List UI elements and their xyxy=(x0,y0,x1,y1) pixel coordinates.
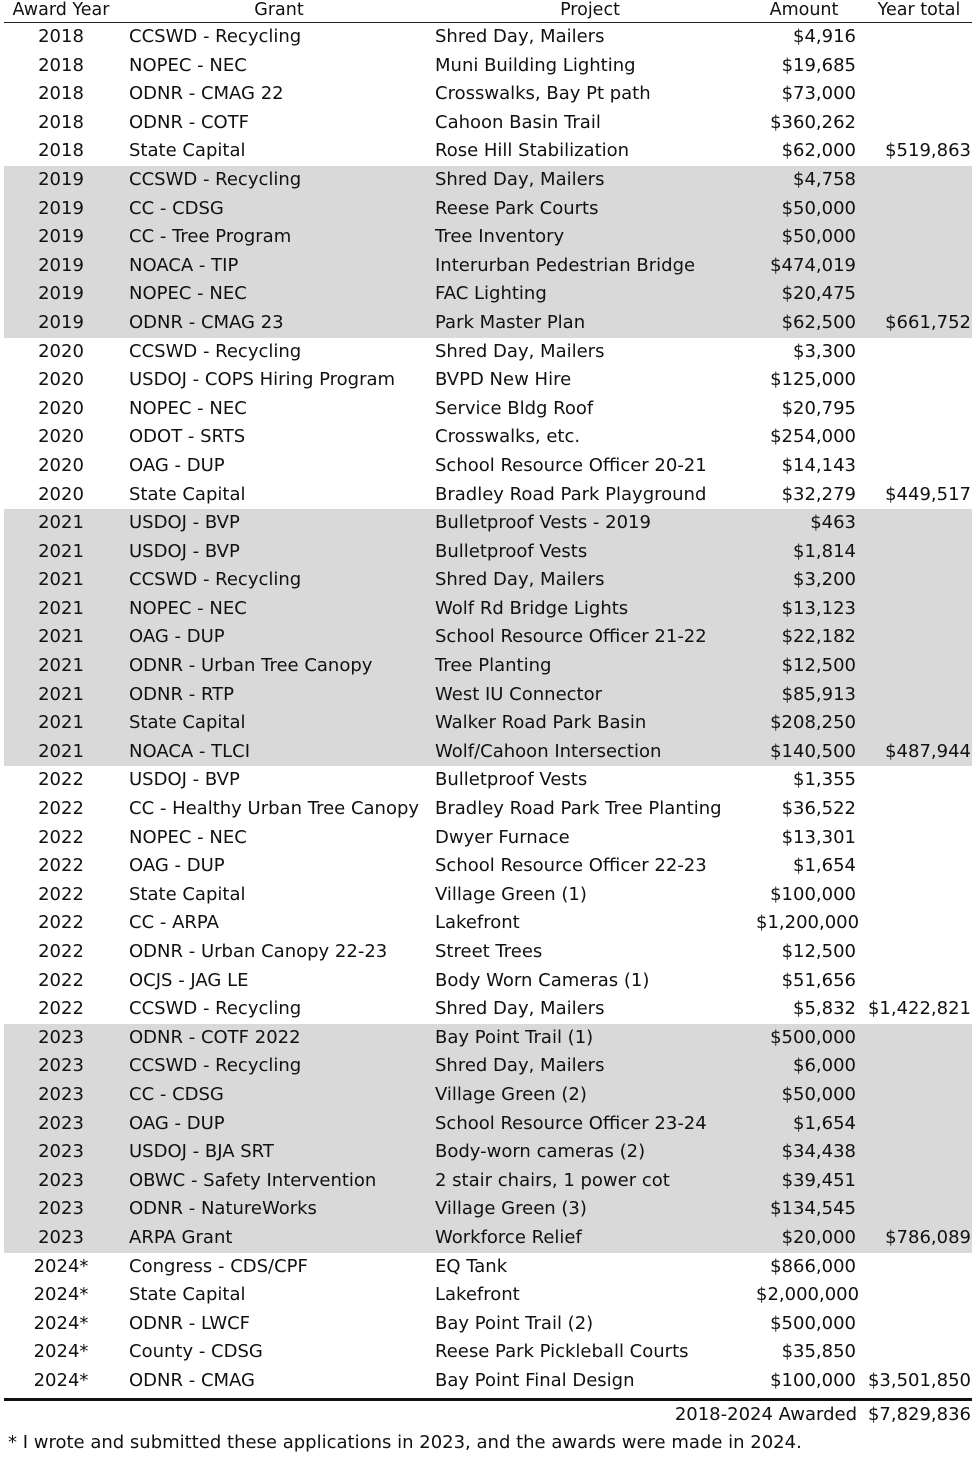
cell-project: Dwyer Furnace xyxy=(435,826,570,848)
cell-award-year: 2022 xyxy=(38,798,84,820)
cell-amount: $13,123 xyxy=(781,597,856,619)
cell-project: Shred Day, Mailers xyxy=(435,26,605,47)
table-row xyxy=(4,1052,972,1081)
cell-grant: ODNR - NatureWorks xyxy=(129,1198,317,1220)
cell-amount: $50,000 xyxy=(781,1083,856,1105)
table-row xyxy=(4,1195,972,1224)
cell-project: Reese Park Courts xyxy=(435,197,599,219)
cell-grant: OAG - DUP xyxy=(129,1112,225,1134)
cell-award-year: 2024* xyxy=(33,1341,89,1363)
table-row xyxy=(4,252,972,281)
table-row xyxy=(4,852,972,881)
cell-award-year: 2022 xyxy=(38,826,84,848)
cell-amount: $62,000 xyxy=(781,140,856,162)
cell-award-year: 2021 xyxy=(38,626,84,648)
cell-grant: USDOJ - BVP xyxy=(129,540,240,562)
cell-award-year: 2022 xyxy=(38,998,84,1020)
cell-year-total: $3,501,850 xyxy=(867,1369,971,1391)
cell-grant: OAG - DUP xyxy=(129,626,225,648)
cell-grant: CC - CDSG xyxy=(129,197,224,219)
table-row xyxy=(4,1224,972,1253)
table-row xyxy=(4,23,972,52)
cell-project: School Resource Officer 20-21 xyxy=(435,454,707,476)
cell-grant: OAG - DUP xyxy=(129,454,225,476)
cell-grant: State Capital xyxy=(129,1284,246,1306)
cell-grant: State Capital xyxy=(129,712,246,734)
cell-project: Shred Day, Mailers xyxy=(435,569,605,591)
cell-amount: $62,500 xyxy=(781,311,856,333)
cell-project: Muni Building Lighting xyxy=(435,54,636,76)
cell-amount: $39,451 xyxy=(781,1169,856,1191)
table-row xyxy=(4,738,972,767)
cell-amount: $20,475 xyxy=(781,283,856,305)
cell-grant: ODNR - Urban Canopy 22-23 xyxy=(129,941,388,962)
header-award-year: Award Year xyxy=(12,0,110,20)
cell-amount: $73,000 xyxy=(781,83,856,105)
cell-project: School Resource Officer 22-23 xyxy=(435,855,707,877)
cell-project: Shred Day, Mailers xyxy=(435,168,605,190)
cell-grant: NOPEC - NEC xyxy=(129,397,247,419)
cell-award-year: 2020 xyxy=(38,454,84,476)
cell-project: Walker Road Park Basin xyxy=(435,712,647,734)
cell-award-year: 2021 xyxy=(38,683,84,705)
cell-project: Shred Day, Mailers xyxy=(435,340,605,362)
table-row xyxy=(4,938,972,967)
cell-amount: $100,000 xyxy=(770,883,856,905)
grand-total-row xyxy=(4,1398,972,1430)
cell-year-total: $661,752 xyxy=(885,311,971,333)
cell-amount: $4,758 xyxy=(793,168,856,190)
cell-award-year: 2024* xyxy=(33,1312,89,1334)
table-row xyxy=(4,766,972,795)
table-row xyxy=(4,109,972,138)
cell-award-year: 2021 xyxy=(38,597,84,619)
cell-amount: $1,654 xyxy=(793,855,856,877)
table-row xyxy=(4,509,972,538)
table-row xyxy=(4,1253,972,1282)
cell-grant: ODNR - CMAG 23 xyxy=(129,311,284,333)
cell-amount: $254,000 xyxy=(770,426,856,448)
cell-amount: $1,814 xyxy=(793,540,856,562)
cell-award-year: 2021 xyxy=(38,540,84,562)
cell-project: Bulletproof Vests - 2019 xyxy=(435,512,651,534)
table-row xyxy=(4,681,972,710)
cell-project: Body-worn cameras (2) xyxy=(435,1141,646,1163)
cell-amount: $2,000,000 xyxy=(756,1284,860,1306)
cell-grant: ODNR - COTF xyxy=(129,111,250,133)
cell-project: School Resource Officer 23-24 xyxy=(435,1112,707,1134)
cell-grant: ODOT - SRTS xyxy=(129,426,246,448)
cell-project: Bulletproof Vests xyxy=(435,769,588,791)
cell-award-year: 2022 xyxy=(38,912,84,934)
cell-amount: $12,500 xyxy=(781,941,856,962)
cell-grant: State Capital xyxy=(129,483,246,505)
cell-award-year: 2023 xyxy=(38,1141,84,1163)
cell-grant: CCSWD - Recycling xyxy=(129,168,302,190)
cell-award-year: 2022 xyxy=(38,883,84,905)
cell-amount: $463 xyxy=(810,512,856,534)
cell-grant: County - CDSG xyxy=(129,1341,263,1363)
cell-project: Lakefront xyxy=(435,912,520,934)
cell-project: Reese Park Pickleball Courts xyxy=(435,1341,689,1363)
cell-grant: NOACA - TLCI xyxy=(129,740,251,762)
cell-grant: ODNR - CMAG 22 xyxy=(129,83,284,105)
table-row xyxy=(4,881,972,910)
cell-amount: $32,279 xyxy=(781,483,856,505)
table-row xyxy=(4,967,972,996)
cell-grant: CC - ARPA xyxy=(129,912,219,934)
cell-award-year: 2019 xyxy=(38,226,84,248)
cell-project: Crosswalks, etc. xyxy=(435,426,581,448)
cell-project: Rose Hill Stabilization xyxy=(435,140,630,162)
cell-amount: $1,200,000 xyxy=(756,912,860,934)
table-row xyxy=(4,1310,972,1339)
cell-grant: USDOJ - BVP xyxy=(129,512,240,534)
cell-grant: State Capital xyxy=(129,883,246,905)
cell-project: Tree Inventory xyxy=(435,226,565,248)
cell-amount: $20,795 xyxy=(781,397,856,419)
grand-total-value: $7,829,836 xyxy=(867,1403,971,1425)
cell-year-total: $786,089 xyxy=(885,1226,971,1248)
cell-project: Body Worn Cameras (1) xyxy=(435,969,650,991)
header-row xyxy=(4,0,972,23)
cell-project: Lakefront xyxy=(435,1284,520,1306)
header-amount: Amount xyxy=(769,0,839,20)
cell-project: Village Green (1) xyxy=(435,883,587,905)
cell-amount: $100,000 xyxy=(770,1369,856,1391)
cell-award-year: 2022 xyxy=(38,769,84,791)
table-row xyxy=(4,538,972,567)
cell-amount: $51,656 xyxy=(781,969,856,991)
cell-amount: $208,250 xyxy=(770,712,856,734)
cell-award-year: 2018 xyxy=(38,26,84,47)
cell-award-year: 2023 xyxy=(38,1169,84,1191)
cell-amount: $50,000 xyxy=(781,197,856,219)
cell-amount: $3,200 xyxy=(793,569,856,591)
cell-amount: $125,000 xyxy=(770,369,856,391)
cell-project: Crosswalks, Bay Pt path xyxy=(435,83,651,105)
header-year-total: Year total xyxy=(877,0,961,20)
cell-grant: ODNR - LWCF xyxy=(129,1312,251,1334)
table-row xyxy=(4,423,972,452)
table-row xyxy=(4,280,972,309)
cell-grant: NOPEC - NEC xyxy=(129,283,247,305)
table-row xyxy=(4,1281,972,1310)
cell-project: Bay Point Trail (2) xyxy=(435,1312,594,1334)
cell-award-year: 2023 xyxy=(38,1112,84,1134)
cell-award-year: 2022 xyxy=(38,855,84,877)
cell-project: Interurban Pedestrian Bridge xyxy=(435,254,696,276)
cell-project: EQ Tank xyxy=(435,1255,508,1277)
cell-year-total: $487,944 xyxy=(885,740,971,762)
cell-project: Workforce Relief xyxy=(435,1226,582,1248)
cell-amount: $1,654 xyxy=(793,1112,856,1134)
cell-amount: $14,143 xyxy=(781,454,856,476)
cell-grant: CCSWD - Recycling xyxy=(129,1055,302,1077)
cell-grant: NOACA - TIP xyxy=(129,254,239,276)
cell-amount: $34,438 xyxy=(781,1141,856,1163)
cell-project: BVPD New Hire xyxy=(435,369,572,391)
table-row xyxy=(4,223,972,252)
cell-year-total: $519,863 xyxy=(885,140,971,162)
table-row xyxy=(4,566,972,595)
cell-award-year: 2019 xyxy=(38,197,84,219)
table-row xyxy=(4,338,972,367)
cell-grant: OAG - DUP xyxy=(129,855,225,877)
cell-grant: ARPA Grant xyxy=(129,1226,233,1248)
cell-grant: CCSWD - Recycling xyxy=(129,26,302,47)
cell-award-year: 2019 xyxy=(38,311,84,333)
table-row xyxy=(4,166,972,195)
cell-amount: $360,262 xyxy=(770,111,856,133)
cell-project: Bay Point Final Design xyxy=(435,1369,635,1391)
cell-project: Wolf Rd Bridge Lights xyxy=(435,597,629,619)
table-row xyxy=(4,909,972,938)
table-row xyxy=(4,1167,972,1196)
cell-amount: $500,000 xyxy=(770,1312,856,1334)
cell-project: Village Green (2) xyxy=(435,1083,587,1105)
cell-award-year: 2020 xyxy=(38,397,84,419)
table-row xyxy=(4,824,972,853)
cell-amount: $22,182 xyxy=(781,626,856,648)
cell-grant: CC - CDSG xyxy=(129,1083,224,1105)
cell-grant: CC - Healthy Urban Tree Canopy xyxy=(129,798,420,820)
cell-amount: $1,355 xyxy=(793,769,856,791)
cell-amount: $4,916 xyxy=(793,26,856,47)
header-grant: Grant xyxy=(254,0,304,20)
cell-project: Bradley Road Park Tree Planting xyxy=(435,798,722,820)
cell-project: Bradley Road Park Playground xyxy=(435,483,707,505)
cell-project: Street Trees xyxy=(435,941,543,962)
table-row xyxy=(4,366,972,395)
cell-grant: CCSWD - Recycling xyxy=(129,569,302,591)
cell-award-year: 2018 xyxy=(38,111,84,133)
cell-grant: ODNR - COTF 2022 xyxy=(129,1026,301,1048)
cell-project: West IU Connector xyxy=(435,683,603,705)
cell-grant: USDOJ - BJA SRT xyxy=(129,1141,274,1163)
cell-award-year: 2022 xyxy=(38,941,84,962)
cell-amount: $85,913 xyxy=(781,683,856,705)
cell-award-year: 2023 xyxy=(38,1026,84,1048)
cell-award-year: 2020 xyxy=(38,426,84,448)
table-row xyxy=(4,1338,972,1367)
cell-award-year: 2019 xyxy=(38,283,84,305)
grand-total-label: 2018-2024 Awarded xyxy=(674,1403,857,1425)
header-project: Project xyxy=(560,0,620,20)
cell-grant: NOPEC - NEC xyxy=(129,597,247,619)
cell-award-year: 2021 xyxy=(38,655,84,677)
cell-award-year: 2023 xyxy=(38,1083,84,1105)
cell-award-year: 2021 xyxy=(38,569,84,591)
cell-amount: $19,685 xyxy=(781,54,856,76)
cell-award-year: 2024* xyxy=(33,1284,89,1306)
cell-project: Cahoon Basin Trail xyxy=(435,111,601,133)
cell-grant: OCJS - JAG LE xyxy=(129,969,249,991)
cell-award-year: 2021 xyxy=(38,712,84,734)
cell-project: Service Bldg Roof xyxy=(435,397,594,419)
cell-award-year: 2023 xyxy=(38,1055,84,1077)
cell-amount: $36,522 xyxy=(781,798,856,820)
cell-amount: $474,019 xyxy=(770,254,856,276)
cell-amount: $5,832 xyxy=(793,998,856,1020)
table-row xyxy=(4,452,972,481)
cell-grant: ODNR - RTP xyxy=(129,683,234,705)
table-row xyxy=(4,1138,972,1167)
cell-award-year: 2021 xyxy=(38,512,84,534)
cell-grant: State Capital xyxy=(129,140,246,162)
cell-amount: $13,301 xyxy=(781,826,856,848)
cell-grant: NOPEC - NEC xyxy=(129,54,247,76)
cell-amount: $3,300 xyxy=(793,340,856,362)
cell-grant: CCSWD - Recycling xyxy=(129,340,302,362)
cell-amount: $500,000 xyxy=(770,1026,856,1048)
cell-award-year: 2020 xyxy=(38,369,84,391)
table-row xyxy=(4,995,972,1024)
cell-project: 2 stair chairs, 1 power cot xyxy=(435,1169,670,1191)
cell-award-year: 2018 xyxy=(38,83,84,105)
cell-award-year: 2023 xyxy=(38,1226,84,1248)
cell-project: FAC Lighting xyxy=(435,283,547,305)
cell-project: Shred Day, Mailers xyxy=(435,1055,605,1077)
cell-grant: NOPEC - NEC xyxy=(129,826,247,848)
cell-grant: Congress - CDS/CPF xyxy=(129,1255,308,1277)
cell-award-year: 2023 xyxy=(38,1198,84,1220)
cell-amount: $20,000 xyxy=(781,1226,856,1248)
table-body xyxy=(4,23,972,1396)
table-row xyxy=(4,309,972,338)
cell-amount: $134,545 xyxy=(770,1198,856,1220)
cell-award-year: 2018 xyxy=(38,140,84,162)
table-row xyxy=(4,1024,972,1053)
cell-award-year: 2024* xyxy=(33,1369,89,1391)
table-row xyxy=(4,595,972,624)
cell-amount: $140,500 xyxy=(770,740,856,762)
table-row xyxy=(4,395,972,424)
footnote: * I wrote and submitted these applications in 2023, and the awards were made in 2024. xyxy=(8,1432,802,1454)
cell-grant: CC - Tree Program xyxy=(129,226,292,248)
table-row xyxy=(4,52,972,81)
cell-project: Tree Planting xyxy=(435,655,552,677)
cell-project: Bay Point Trail (1) xyxy=(435,1026,594,1048)
cell-grant: ODNR - Urban Tree Canopy xyxy=(129,655,373,677)
table-row xyxy=(4,1081,972,1110)
table-row xyxy=(4,481,972,510)
table-row xyxy=(4,652,972,681)
cell-year-total: $1,422,821 xyxy=(867,998,971,1020)
cell-year-total: $449,517 xyxy=(885,483,971,505)
cell-grant: OBWC - Safety Intervention xyxy=(129,1169,377,1191)
cell-grant: USDOJ - BVP xyxy=(129,769,240,791)
cell-project: Park Master Plan xyxy=(435,311,586,333)
table-row xyxy=(4,195,972,224)
cell-amount: $35,850 xyxy=(781,1341,856,1363)
cell-amount: $50,000 xyxy=(781,226,856,248)
cell-award-year: 2021 xyxy=(38,740,84,762)
cell-award-year: 2022 xyxy=(38,969,84,991)
cell-amount: $6,000 xyxy=(793,1055,856,1077)
table-row xyxy=(4,80,972,109)
cell-award-year: 2019 xyxy=(38,254,84,276)
cell-project: Village Green (3) xyxy=(435,1198,587,1220)
cell-project: Bulletproof Vests xyxy=(435,540,588,562)
cell-award-year: 2020 xyxy=(38,340,84,362)
table-row xyxy=(4,1367,972,1396)
cell-project: School Resource Officer 21-22 xyxy=(435,626,707,648)
grants-table xyxy=(4,0,972,1457)
table-row xyxy=(4,623,972,652)
table-row xyxy=(4,795,972,824)
table-row xyxy=(4,709,972,738)
cell-award-year: 2018 xyxy=(38,54,84,76)
cell-award-year: 2019 xyxy=(38,168,84,190)
cell-project: Shred Day, Mailers xyxy=(435,998,605,1020)
cell-amount: $12,500 xyxy=(781,655,856,677)
cell-grant: ODNR - CMAG xyxy=(129,1369,255,1391)
cell-award-year: 2020 xyxy=(38,483,84,505)
table-row xyxy=(4,1110,972,1139)
cell-award-year: 2024* xyxy=(33,1255,89,1277)
table-row xyxy=(4,137,972,166)
cell-grant: USDOJ - COPS Hiring Program xyxy=(129,369,396,391)
cell-project: Wolf/Cahoon Intersection xyxy=(435,740,662,762)
cell-amount: $866,000 xyxy=(770,1255,856,1277)
cell-grant: CCSWD - Recycling xyxy=(129,998,302,1020)
